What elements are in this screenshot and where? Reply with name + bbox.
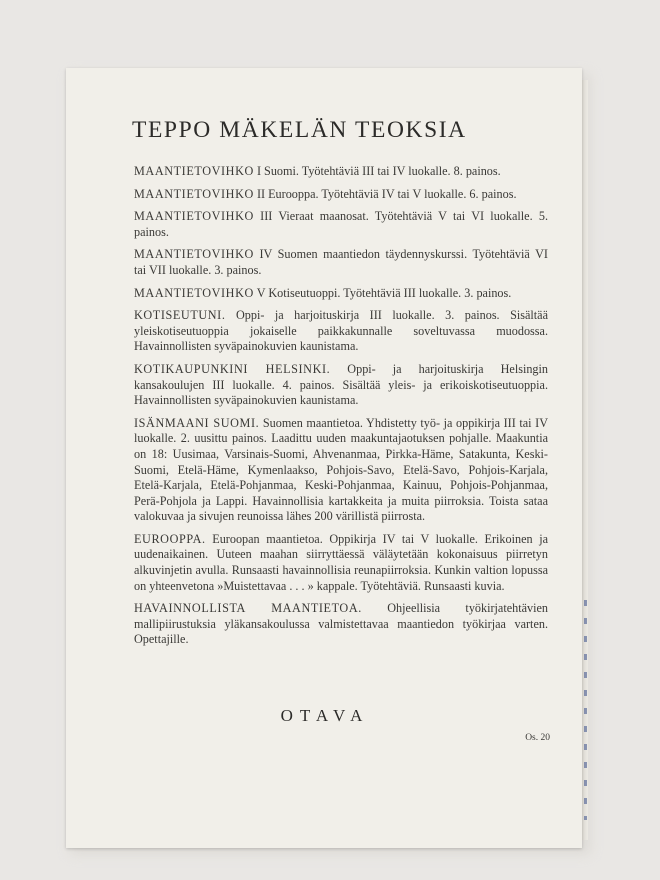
entry-title: MAANTIETOVIHKO bbox=[134, 164, 254, 178]
entry-text: Oppi- ja harjoituskirja III luokalle. 3. painos. Sisältää yleiskotiseutuoppia jokaiselle paikkakunnalle soveltuvassa muodossa. Havainnollisten syväpainokuvien kaunistama. bbox=[134, 308, 548, 354]
list-item bbox=[134, 601, 548, 648]
works-list bbox=[134, 164, 548, 655]
list-item bbox=[134, 362, 548, 409]
entry-title: MAANTIETOVIHKO bbox=[134, 285, 254, 300]
entry-title: EUROOPPA. bbox=[134, 531, 206, 546]
entry-text: Oppi- ja harjoituskirja Helsingin kansakoulujen III luokalle. 4. painos. Sisältää yleis- ja erikoiskotiseutuoppia. Havainnollisten syväpainokuvien kaunistama. bbox=[134, 361, 549, 408]
entry-title: ISÄNMAANI SUOMI. bbox=[134, 415, 260, 430]
price-code: Os. 20 bbox=[525, 733, 550, 743]
entry-title: MAANTIETOVIHKO bbox=[134, 247, 254, 262]
list-item bbox=[134, 416, 548, 525]
list-item bbox=[134, 532, 548, 594]
entry-title: MAANTIETOVIHKO bbox=[134, 209, 254, 224]
entry-text: I Suomi. Työtehtäviä III tai IV luokalle. 8. painos. bbox=[253, 164, 501, 178]
entry-text: V Kotiseutuoppi. Työtehtäviä III luokalle. 3. painos. bbox=[253, 285, 512, 300]
entry-text: Suomen maantietoa. Yhdistetty työ- ja oppikirja III tai IV luokalle. 2. uusittu painos. Laadittu uuden maakuntajaotuksen pohjalle. Maakuntia on 18: Uusimaa, Varsinais-Suomi, Ahvenanmaa, Pirkka-Häme, Satakunta, Keski-Suomi, Etelä-Häme, Kymenlaakso, Pohjois-Savo, Etelä-Savo, Pohjois-Karjala, Etelä-Karjala, Etelä-Pohjanmaa, Keski-Pohjanmaa, Kainuu, Pohjois-Pohjanmaa, Perä-Pohjola ja Lappi. Havainnollisia kartakkeita ja muita piirroksia. Toista sataa valokuvaa ja sivujen reunoissa lähes 200 värillistä piirrosta. bbox=[134, 415, 548, 524]
entry-text: IV Suomen maantiedon täydennyskurssi. Työtehtäviä VI tai VII luokalle. 3. painos. bbox=[134, 247, 548, 277]
list-item bbox=[134, 308, 548, 355]
entry-title: HAVAINNOLLISTA MAANTIETOA. bbox=[134, 601, 362, 616]
list-item bbox=[134, 209, 548, 240]
list-item bbox=[134, 187, 548, 203]
entry-title: KOTISEUTUNI. bbox=[134, 308, 226, 323]
entry-text: Euroopan maantietoa. Oppikirja IV tai V luokalle. Erikoinen ja uudenaikainen. Uuteen maahan siirryttäessä väläytetään kokonaisuus piirretyn alkuvinjetin avulla. Runsaasti havainnollisia reunapiirroksia. Kunkin valtion lopussa on yhteenvetona »Muistettavaa . . . » kappale. Työtehtäviä. Runsaasti kuvia. bbox=[134, 531, 548, 593]
list-item bbox=[134, 286, 548, 302]
entry-title: KOTIKAUPUNKINI HELSINKI. bbox=[134, 361, 331, 376]
entry-text: III Vieraat maanosat. Työtehtäviä V tai VI luokalle. 5. painos. bbox=[134, 209, 548, 239]
cover-heading: TEPPO MÄKELÄN TEOKSIA bbox=[132, 117, 467, 143]
entry-text: II Eurooppa. Työtehtäviä IV tai V luokalle. 6. painos. bbox=[253, 186, 517, 201]
entry-title: MAANTIETOVIHKO bbox=[134, 186, 254, 201]
list-item bbox=[134, 247, 548, 278]
list-item bbox=[134, 164, 548, 180]
publisher-name: OTAVA bbox=[280, 706, 370, 725]
book-edge-marks bbox=[584, 600, 587, 820]
entry-text: Ohjeellisia työkirjatehtävien mallipiirustuksia yläkansakoulussa valmistettavaa maantiedon työkirjaa varten. Opettajille. bbox=[134, 601, 549, 647]
